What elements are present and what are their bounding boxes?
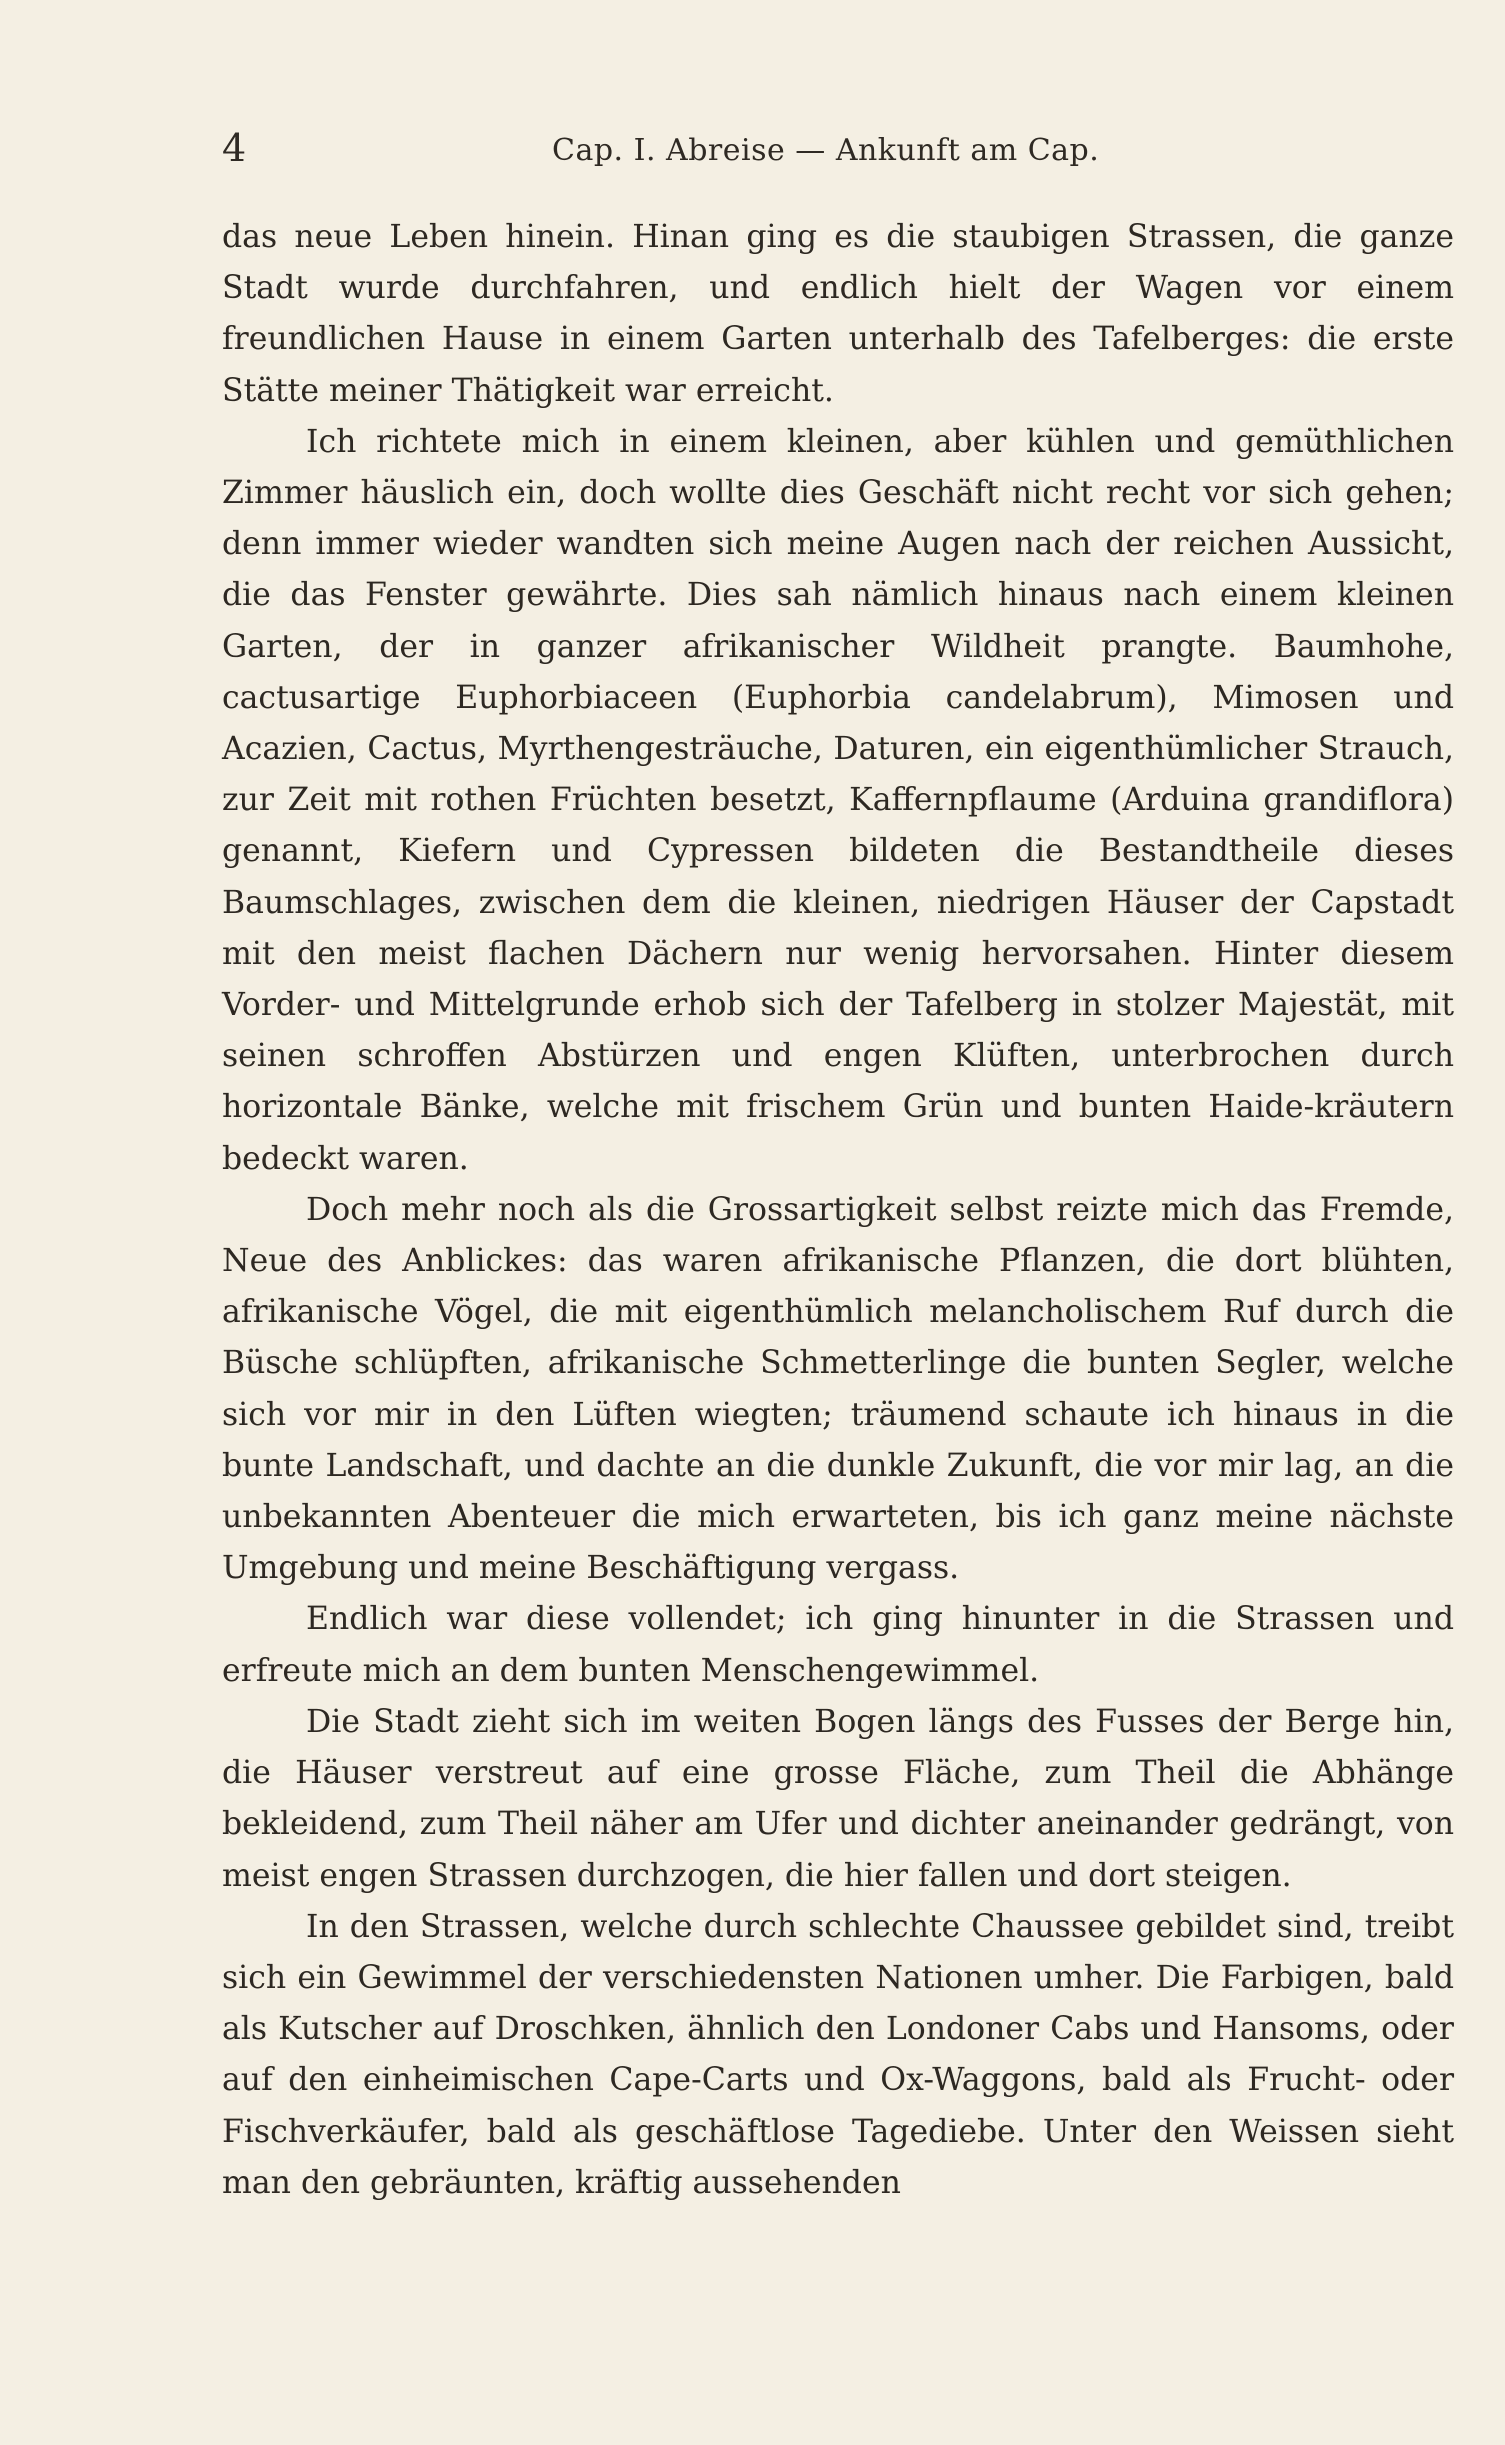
paragraph-5: Die Stadt zieht sich im weiten Bogen längs des Fusses der Berge hin, die Häuser verstreut auf eine grosse Fläche, zum Theil die Abhänge bekleidend, zum Theil näher am Ufer und dichter aneinander gedrängt, von meist engen Strassen durchzogen, die hier fallen und dort steigen. <box>222 1703 1454 1894</box>
page-number: 4 <box>222 126 247 170</box>
paragraph-2: Ich richtete mich in einem kleinen, aber kühlen und gemüthlichen Zimmer häuslich ein, doch wollte dies Geschäft nicht recht vor sich gehen; denn immer wieder wandten sich meine Augen nach der reichen Aussicht, die das Fenster gewährte. Dies sah nämlich hinaus nach einem kleinen Garten, der in ganzer afrikanischer Wildheit prangte. Baumhohe, cactusartige Euphorbiaceen (Euphorbia candelabrum), Mimosen und Acazien, Cactus, Myrthengesträuche, Daturen, ein eigenthümlicher Strauch, zur Zeit mit rothen Früchten besetzt, Kaffernpflaume (Arduina grandiflora) genannt, Kiefern und Cypressen bildeten die Bestandtheile dieses Baumschlages, zwischen dem die kleinen, niedrigen Häuser der Capstadt mit den meist flachen Dächern nur wenig hervorsahen. Hinter diesem Vorder- und Mittelgrunde erhob sich der Tafelberg in stolzer Majestät, mit seinen schroffen Abstürzen und engen Klüften, unterbrochen durch horizontale Bänke, welche mit frischem Grün und bunten Haide-kräutern bedeckt waren. <box>222 423 1454 1177</box>
paragraph-1: das neue Leben hinein. Hinan ging es die staubigen Strassen, die ganze Stadt wurde durchfahren, und endlich hielt der Wagen vor einem freundlichen Hause in einem Garten unterhalb des Tafelberges: die erste Stätte meiner Thätigkeit war erreicht. <box>222 219 1454 409</box>
paragraph-4: Endlich war diese vollendet; ich ging hinunter in die Strassen und erfreute mich an dem bunten Menschengewimmel. <box>222 1601 1454 1689</box>
running-title: Cap. I. Abreise — Ankunft am Cap. <box>552 133 1100 168</box>
body-text <box>222 212 1454 2209</box>
paragraph-6: In den Strassen, welche durch schlechte Chaussee gebildet sind, treibt sich ein Gewimmel der verschiedensten Nationen umher. Die Farbigen, bald als Kutscher auf Droschken, ähnlich den Londoner Cabs und Hansoms, oder auf den einheimischen Cape-Carts und Ox-Waggons, bald als Frucht- oder Fischverkäufer, bald als geschäftlose Tagediebe. Unter den Weissen sieht man den gebräunten, kräftig aussehenden <box>222 1908 1454 2201</box>
page-header <box>222 128 1454 188</box>
paragraph-3: Doch mehr noch als die Grossartigkeit selbst reizte mich das Fremde, Neue des Anblickes: das waren afrikanische Pflanzen, die dort blühten, afrikanische Vögel, die mit eigenthümlich melancholischem Ruf durch die Büsche schlüpften, afrikanische Schmetterlinge die bunten Segler, welche sich vor mir in den Lüften wiegten; träumend schaute ich hinaus in die bunte Landschaft, und dachte an die dunkle Zukunft, die vor mir lag, an die unbekannten Abenteuer die mich erwarteten, bis ich ganz meine nächste Umgebung und meine Beschäftigung vergass. <box>222 1191 1454 1587</box>
